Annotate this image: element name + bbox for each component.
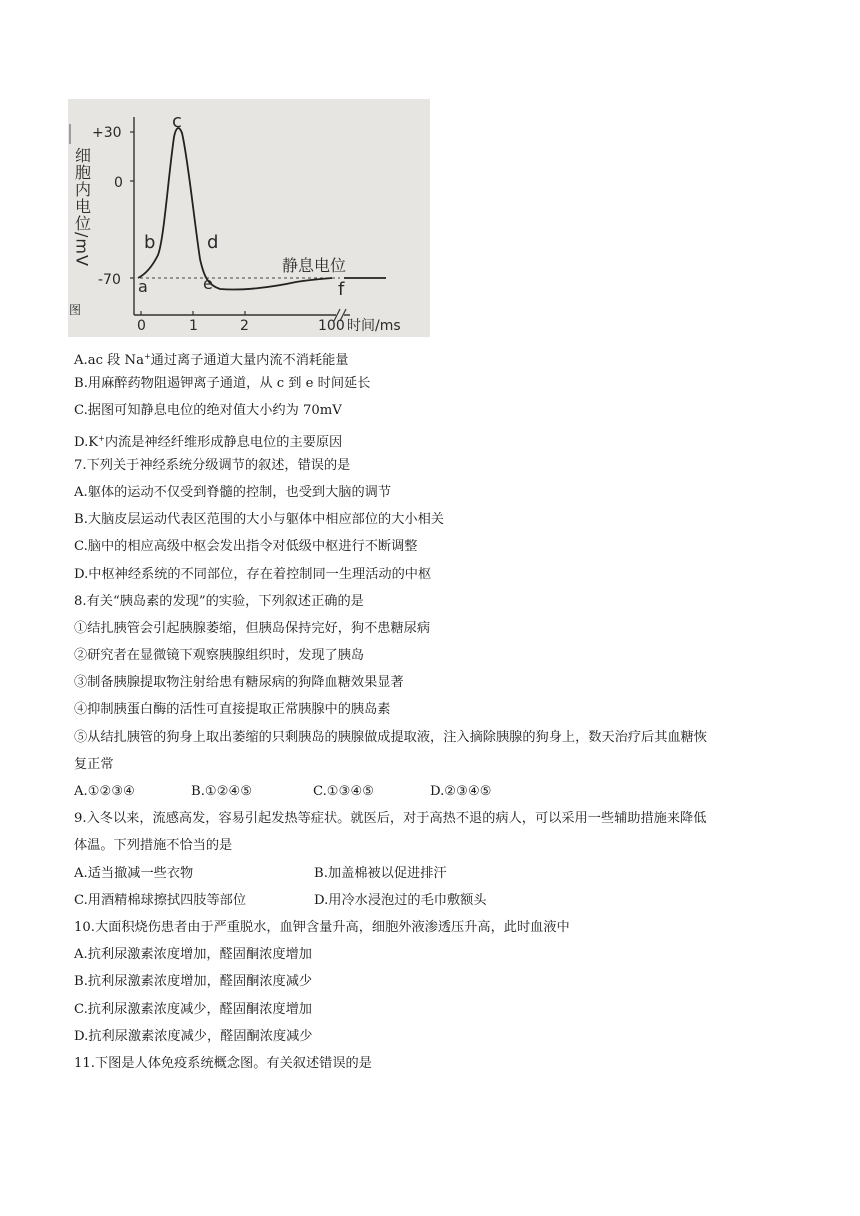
question-7-stem: 7.下列关于神经系统分级调节的叙述，错误的是	[74, 457, 351, 473]
option-text: D.K	[74, 434, 99, 450]
point-label-a: a	[138, 277, 148, 296]
y-tick-label: -70	[98, 272, 121, 288]
x-axis-title: 时间/ms	[347, 318, 401, 334]
option-6a	[74, 343, 814, 370]
action-potential-figure	[68, 99, 430, 337]
superscript: +	[143, 352, 151, 361]
option-text: A.ac 段 Na	[74, 353, 144, 368]
option-8c: C.①③④⑤	[313, 784, 375, 799]
point-label-b: b	[144, 232, 156, 253]
option-10b: B.抗利尿激素浓度增加，醛固酮浓度减少	[74, 974, 313, 990]
option-9b: B.加盖棉被以促进排汗	[314, 865, 447, 881]
x-tick-label: 2	[240, 318, 249, 334]
option-10a: A.抗利尿激素浓度增加，醛固酮浓度增加	[74, 947, 312, 963]
option-8a: A.①②③④	[74, 784, 136, 799]
statement-8-4: ④抑制胰蛋白酶的活性可直接提取正常胰腺中的胰岛素	[74, 702, 391, 718]
question-11-stem: 11.下图是人体免疫系统概念图。有关叙述错误的是	[74, 1055, 372, 1071]
question-8-stem: 8.有关“胰岛素的发现”的实验，下列叙述正确的是	[74, 593, 364, 609]
option-7c: C.脑中的相应高级中枢会发出指令对低级中枢进行不断调整	[74, 539, 418, 555]
point-label-d: d	[207, 232, 219, 253]
option-text: 通过离子通道大量内流不消耗能量	[150, 353, 349, 368]
option-8b: B.①②④⑤	[191, 784, 253, 799]
option-7d: D.中枢神经系统的不同部位，存在着控制同一生理活动的中枢	[74, 566, 432, 582]
option-10d: D.抗利尿激素浓度减少，醛固酮浓度减少	[74, 1028, 313, 1044]
option-7b: B.大脑皮层运动代表区范围的大小与躯体中相应部位的大小相关	[74, 512, 444, 528]
option-7a: A.躯体的运动不仅受到脊髓的控制，也受到大脑的调节	[74, 484, 392, 500]
y-axis-title: 细胞内电位/mV	[72, 147, 92, 267]
option-text: 内流是神经纤维形成静息电位的主要原因	[104, 434, 343, 450]
y-tick-label: +30	[92, 125, 122, 141]
statement-8-1: ①结扎胰管会引起胰腺萎缩，但胰岛保持完好，狗不患糖尿病	[74, 620, 431, 636]
statement-8-5-continued: 复正常	[74, 756, 114, 772]
y-tick-label: 0	[114, 175, 123, 191]
question-text	[74, 343, 814, 1077]
option-10c: C.抗利尿激素浓度减少，醛固酮浓度增加	[74, 1001, 312, 1017]
options-8	[74, 778, 814, 805]
x-tick-label: 0	[137, 318, 146, 334]
options-9-row1	[74, 860, 814, 887]
option-6c: C.据图可知静息电位的绝对值大小约为 70mV	[74, 403, 342, 419]
option-6d	[74, 425, 814, 452]
option-9d: D.用冷水浸泡过的毛巾敷额头	[314, 892, 487, 908]
statement-8-3: ③制备胰腺提取物注射给患有糖尿病的狗降血糖效果显著	[74, 675, 404, 691]
option-6b: B.用麻醉药物阻遏钾离子通道，从 c 到 e 时间延长	[74, 376, 371, 392]
options-9-row2	[74, 887, 814, 914]
question-9-stem-continued: 体温。下列措施不恰当的是	[74, 838, 233, 854]
question-10-stem: 10.大面积烧伤患者由于严重脱水，血钾含量升高，细胞外液渗透压升高，此时血液中	[74, 919, 570, 935]
statement-8-2: ②研究者在显微镜下观察胰腺组织时，发现了胰岛	[74, 648, 365, 664]
superscript: +	[98, 433, 105, 443]
x-tick-label: 1	[189, 318, 198, 334]
x-tick-label: 100	[318, 318, 345, 334]
option-9c: C.用酒精棉球擦拭四肢等部位	[74, 892, 247, 908]
question-9-stem: 9.入冬以来，流感高发，容易引起发热等症状。就医后，对于高热不退的病人，可以采用一些辅助措施来降低	[74, 811, 707, 827]
point-label-e: e	[203, 274, 213, 293]
action-potential-chart	[68, 99, 430, 337]
point-label-f: f	[338, 279, 345, 300]
statement-8-5: ⑤从结扎胰管的狗身上取出萎缩的只剩胰岛的胰腺做成提取液，注入摘除胰腺的狗身上，数天治疗后其血糖恢	[74, 729, 707, 745]
option-8d: D.②③④⑤	[430, 784, 492, 799]
edge-mark: 图	[69, 303, 82, 317]
option-9a: A.适当撤减一些衣物	[74, 865, 194, 881]
resting-potential-label: 静息电位	[282, 256, 347, 275]
point-label-c: c	[172, 111, 182, 132]
